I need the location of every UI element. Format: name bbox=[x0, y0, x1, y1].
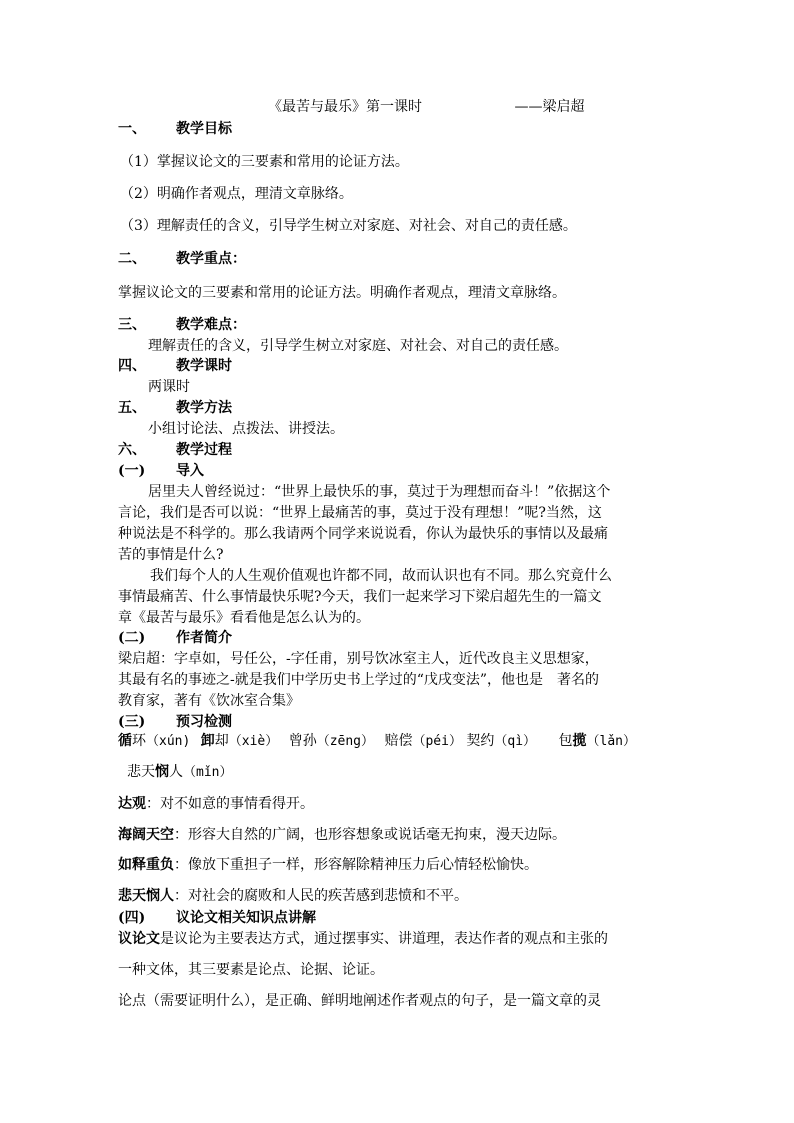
section-2-heading bbox=[118, 249, 246, 269]
subsection-number: (三) bbox=[118, 714, 146, 730]
section-title: 教学课时 bbox=[176, 358, 232, 374]
subsection-title: 议论文相关知识点讲解 bbox=[176, 910, 316, 926]
subsection-number: (四) bbox=[118, 910, 146, 926]
subsection-1-heading bbox=[118, 461, 204, 481]
section-title: 教学重点： bbox=[176, 251, 246, 267]
section-6-heading bbox=[118, 440, 232, 460]
knowledge-line: 论点（需要证明什么），是正确、鲜明地阐述作者观点的句子，是一篇文章的灵 bbox=[118, 993, 601, 1009]
difficulty-text: 理解责任的含义，引导学生树立对家庭、对社会、对自己的责任感。 bbox=[148, 338, 568, 354]
subsection-title: 导入 bbox=[176, 463, 204, 479]
lesson-title: 《最苦与最乐》第一课时 bbox=[268, 99, 422, 115]
subsection-number: (二) bbox=[118, 630, 146, 646]
subsection-2-heading bbox=[118, 628, 232, 648]
section-title: 教学难点： bbox=[176, 317, 246, 333]
intro-line: 言论，我们是否可以说：“世界上最痛苦的事，莫过于没有理想！”呢?当然，这 bbox=[118, 505, 602, 521]
definition-item: 达观：对不如意的事情看得开。 bbox=[118, 796, 314, 812]
definition-item: 如释重负：像放下重担子一样，形容解除精神压力后心情轻松愉快。 bbox=[118, 857, 538, 873]
vocab-word: 循环（xún) bbox=[118, 733, 191, 749]
subsection-3-heading bbox=[118, 712, 232, 732]
vocab-word: 卸却（xiè） bbox=[200, 733, 279, 749]
section-title: 教学目标 bbox=[176, 121, 232, 137]
definition-item: 悲天悯人：对社会的腐败和人民的疾苦感到悲愤和不平。 bbox=[118, 888, 468, 904]
intro-line: 我们每个人的人生观价值观也许都不同，故而认识也有不同。那么究竟什么 bbox=[150, 568, 612, 584]
section-number: 三、 bbox=[118, 317, 146, 333]
section-number: 一、 bbox=[118, 121, 146, 137]
intro-line: 事情最痛苦、什么事情最快乐呢?今天，我们一起来学习下梁启超先生的一篇文 bbox=[118, 589, 602, 605]
section-number: 五、 bbox=[118, 400, 146, 416]
author-bio-line: 梁启超：字卓如，号任公，-字任甫，别号饮冰室主人，近代改良主义思想家， bbox=[118, 651, 599, 667]
section-1-heading bbox=[118, 119, 232, 139]
subsection-4-heading bbox=[118, 908, 316, 928]
vocab-row-1 bbox=[118, 731, 636, 752]
subsection-title: 作者简介 bbox=[176, 630, 232, 646]
section-3-heading bbox=[118, 315, 246, 335]
knowledge-line: 一种文体，其三要素是论点、论据、论证。 bbox=[118, 962, 384, 978]
vocab-row-2 bbox=[127, 762, 232, 783]
vocab-word: 包揽（lǎn） bbox=[558, 733, 636, 749]
vocab-word: 曾孙（zēng） bbox=[288, 733, 375, 749]
author-bio-line: 其最有名的事迹之-就是我们中学历史书上学过的“戊戌变法”，他也是 著名的 bbox=[118, 672, 600, 688]
author-bio-line: 教育家，著有《饮冰室合集》 bbox=[118, 693, 300, 709]
section-number: 四、 bbox=[118, 358, 146, 374]
definition-item: 海阔天空：形容大自然的广阔，也形容想象或说话毫无拘束，漫天边际。 bbox=[118, 827, 566, 843]
knowledge-term: 议论文 bbox=[118, 931, 160, 947]
objective-item-1: （1）掌握议论文的三要素和常用的论证方法。 bbox=[120, 154, 409, 170]
section-4-heading bbox=[118, 356, 232, 376]
intro-line: 章《最苦与最乐》看看他是怎么认为的。 bbox=[118, 610, 370, 626]
vocab-word: 契约（qì） bbox=[466, 733, 537, 749]
objective-item-2: （2）明确作者观点，理清文章脉络。 bbox=[120, 186, 353, 202]
section-number: 二、 bbox=[118, 251, 146, 267]
author-name: ——梁启超 bbox=[514, 99, 585, 115]
definition-term: 达观 bbox=[118, 796, 146, 812]
section-5-heading bbox=[118, 398, 232, 418]
subsection-number: (一) bbox=[118, 463, 146, 479]
vocab-word: 赔偿（péi） bbox=[384, 733, 462, 749]
objective-item-3: （3）理解责任的含义，引导学生树立对家庭、对社会、对自己的责任感。 bbox=[120, 218, 577, 234]
intro-line: 居里夫人曾经说过：“世界上最快乐的事，莫过于为理想而奋斗！”依据这个 bbox=[148, 484, 611, 500]
intro-line: 种说法是不科学的。那么我请两个同学来说说看，你认为最快乐的事情以及最痛 bbox=[118, 526, 608, 542]
methods-text: 小组讨论法、点拨法、讲授法。 bbox=[148, 421, 344, 437]
definition-term: 如释重负 bbox=[118, 857, 174, 873]
definition-term: 悲天悯人 bbox=[118, 888, 174, 904]
vocab-word: 悲天悯人（mǐn） bbox=[127, 764, 233, 780]
section-number: 六、 bbox=[118, 442, 146, 458]
definition-term: 海阔天空 bbox=[118, 827, 174, 843]
intro-line: 苦的事情是什么? bbox=[118, 547, 224, 563]
section-title: 教学方法 bbox=[176, 400, 232, 416]
document-title bbox=[268, 97, 584, 117]
subsection-title: 预习检测 bbox=[176, 714, 232, 730]
section-title: 教学过程 bbox=[176, 442, 232, 458]
key-points-text: 掌握议论文的三要素和常用的论证方法。明确作者观点，理清文章脉络。 bbox=[118, 285, 566, 301]
knowledge-line: 议论文是议论为主要表达方式，通过摆事实、讲道理，表达作者的观点和主张的 bbox=[118, 931, 608, 947]
class-hours-text: 两课时 bbox=[148, 379, 190, 395]
